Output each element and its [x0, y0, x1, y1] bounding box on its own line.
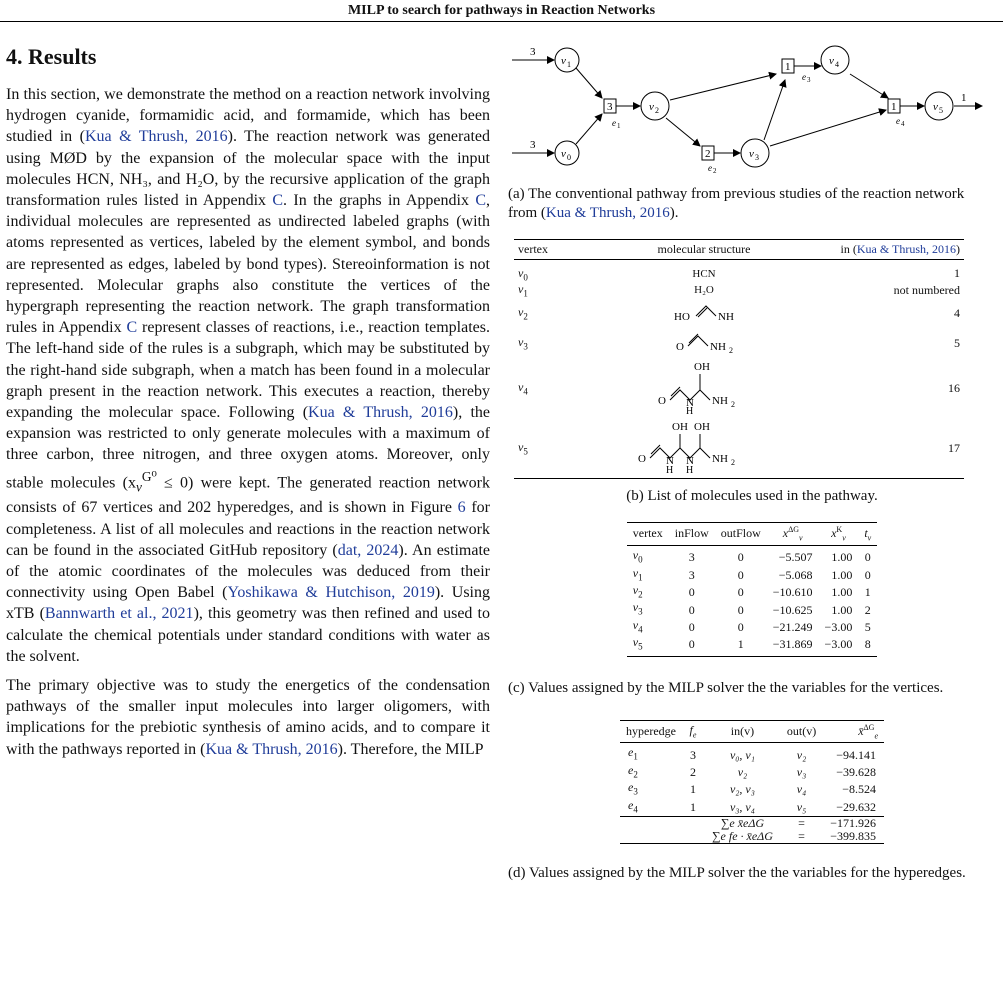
- table-cell: −3.00: [819, 636, 859, 656]
- table-cell: 0: [669, 636, 715, 656]
- vertex-index: 4: [523, 386, 528, 397]
- caption-b: (b) List of molecules used in the pathway.: [626, 488, 878, 505]
- text: ). An estimate of the atomic coordinates of the molecules was deduced from their connectivity using Open Babel (: [6, 541, 491, 602]
- right-column: [508, 40, 996, 883]
- table-cell: 1: [689, 799, 696, 814]
- molecule-structure: [624, 358, 784, 414]
- table-cell: 1: [715, 636, 767, 656]
- table-cell: 0: [864, 550, 871, 565]
- table-cell: 1: [689, 782, 696, 797]
- text: ), this geometry was then refined and used to calculate the chemical potentials under standard conditions with water as the solvent.: [6, 605, 490, 665]
- math-sub: v: [867, 533, 872, 543]
- edge-index: 1: [633, 751, 638, 762]
- header-rule: [0, 21, 1003, 22]
- appendix-link[interactable]: C: [475, 192, 487, 210]
- atom-label: H: [686, 465, 694, 475]
- pathway-hypergraph: [508, 40, 996, 180]
- sum-label: ∑e x̄eΔG: [704, 816, 781, 830]
- running-title: MILP to search for pathways in Reaction Networks: [347, 3, 656, 18]
- math-sup: K: [836, 525, 843, 535]
- table-row: [627, 567, 877, 584]
- hyperedge-sub: 1: [617, 122, 621, 130]
- table-cell: 8: [858, 636, 877, 656]
- table-cell: 0: [737, 602, 744, 617]
- hyperedge-label: e: [896, 116, 900, 126]
- vertex-label: v: [649, 101, 654, 113]
- hyperedge-flow: 3: [607, 101, 613, 113]
- table-cell: 1.00: [831, 567, 853, 582]
- table-cell: v₅: [796, 799, 807, 814]
- table-cell: −21.249: [772, 619, 813, 634]
- text: ). Using xTB (: [6, 584, 490, 623]
- figure-link[interactable]: 6: [457, 499, 466, 517]
- table-row: [627, 601, 877, 618]
- table-row: [514, 418, 964, 479]
- math-sup: G⁰: [141, 468, 157, 484]
- edge-symbol: e: [628, 745, 634, 760]
- table-cell: v₀, v₁: [729, 747, 755, 762]
- vertex-sub: 1: [567, 60, 571, 69]
- vertex-symbol: v: [632, 582, 639, 597]
- caption-text: (a) The conventional pathway from previous studies of the reaction network from (: [508, 186, 965, 221]
- text: ). Therefore, the MILP: [337, 740, 484, 758]
- table-cell: 0: [737, 550, 744, 565]
- left-column: [6, 44, 490, 768]
- atom-label: NH: [712, 395, 728, 408]
- atom-subscript: 2: [729, 346, 733, 355]
- atom-subscript: 2: [731, 458, 735, 468]
- atom-label: N: [666, 455, 674, 468]
- vertex-sub: 5: [939, 106, 943, 115]
- math-sup: ΔG: [788, 525, 799, 535]
- table-cell: −8.524: [842, 782, 876, 797]
- col-header: out(v): [781, 720, 822, 742]
- atom-label: NH: [712, 453, 728, 466]
- table-cell: −5.507: [778, 550, 813, 565]
- hyperedge-sub: 3: [807, 76, 811, 84]
- vertex-label: v: [749, 148, 754, 160]
- table-cell: −29.632: [836, 799, 876, 814]
- appendix-link[interactable]: C: [126, 319, 138, 337]
- caption-a: [508, 185, 996, 223]
- vertex-index: 2: [523, 311, 528, 322]
- table-cell: 1.00: [831, 585, 853, 600]
- table-row: [620, 781, 884, 798]
- vertex-index: 2: [638, 589, 643, 600]
- vertex-label: v: [829, 55, 834, 67]
- col-header: vertex: [627, 523, 669, 545]
- table-row: [627, 636, 877, 656]
- vertex-symbol: v: [518, 281, 524, 296]
- citation-link[interactable]: dat, 2024: [337, 541, 399, 559]
- edge-symbol: e: [628, 780, 634, 795]
- edge-index: 3: [633, 786, 638, 797]
- edge-index: 4: [633, 803, 638, 814]
- table-cell: −31.869: [767, 636, 819, 656]
- atom-subscript: 2: [731, 400, 735, 410]
- sum-value: −399.835: [822, 830, 884, 844]
- sum-row: [620, 830, 884, 844]
- edge-index: 2: [633, 769, 638, 780]
- text: In this section, we demonstrate the method on a reaction network involving hydrogen cyanide, formamidic acid, and formamide, which has been studied in (: [6, 86, 490, 146]
- molecule-structure: [644, 298, 764, 324]
- table-row: [620, 746, 884, 763]
- vertex-symbol: v: [632, 565, 639, 580]
- hyperedge-flow: 2: [705, 148, 711, 160]
- math-sub: e: [874, 730, 878, 740]
- vertex-index: 0: [638, 554, 643, 565]
- math-sup: ΔG: [863, 722, 875, 732]
- vertex-index: 3: [523, 341, 528, 352]
- atom-label: N: [686, 397, 694, 410]
- vertex-symbol: v: [518, 305, 524, 320]
- vertex-index: 1: [638, 571, 643, 582]
- atom-label: O: [676, 341, 684, 354]
- math-symbol: x: [782, 526, 789, 541]
- table-cell: 0: [737, 567, 744, 582]
- vertex-sub: 0: [567, 153, 571, 162]
- table-row: [514, 298, 964, 328]
- table-cell: −3.00: [824, 619, 853, 634]
- vertex-sub: 2: [655, 106, 659, 115]
- citation-link[interactable]: Bannwarth et al., 2021: [44, 605, 194, 623]
- table-cell: 0: [864, 567, 871, 582]
- table-cell: 2: [864, 602, 871, 617]
- table-row: [620, 764, 884, 781]
- math-symbol: f: [689, 723, 693, 738]
- text: for completeness. A list of all molecules and reactions in the reaction network can be found in the associated GitHub repository (: [6, 499, 491, 559]
- col-header: [816, 240, 964, 260]
- citation-link[interactable]: Kua & Thrush, 2016: [205, 740, 338, 758]
- appendix-link[interactable]: C: [272, 192, 284, 210]
- col-header: [822, 720, 884, 742]
- col-header: [682, 720, 704, 742]
- math-sub: v: [842, 533, 846, 543]
- table-cell: 0: [688, 585, 695, 600]
- flow-label: 3: [530, 139, 536, 151]
- header-text: in (: [840, 242, 857, 256]
- atom-label: O: [638, 453, 646, 466]
- col-header: hyperedge: [620, 720, 682, 742]
- reference-number: not numbered: [893, 282, 960, 297]
- table-cell: v₂: [737, 764, 748, 779]
- reference-number: 5: [954, 335, 960, 350]
- text: ), the expansion was restricted to only generate molecules with a maximum of three carbon, three nitrogen, and three oxygen atoms. Moreover, only stable molecules (x: [6, 404, 491, 491]
- vertex-values-table: [627, 522, 877, 656]
- table-row: [620, 799, 884, 817]
- table-row: [514, 266, 964, 282]
- math-symbol: x: [831, 526, 837, 541]
- hyperedge-flow: 1: [785, 61, 791, 73]
- text: ). The reaction network was generated using MØD by the expansion of the molecular space with the input molecules HCN, NH₃, and H₂O, by the recursive application of the graph transformation rules listed in Appendix: [6, 128, 490, 210]
- table-row: [627, 584, 877, 601]
- table-row: [627, 619, 877, 636]
- table-cell: 1.00: [831, 550, 853, 565]
- col-header: [767, 523, 819, 545]
- col-header: [819, 523, 859, 545]
- atom-label: OH: [694, 361, 710, 374]
- molecule-structure: [604, 418, 804, 474]
- table-cell: 3: [689, 747, 696, 762]
- text: , individual molecules are represented as undirected labeled graphs (with atoms represented as vertices, labeled by the element symbol, and bonds are represented as edges, labeled by bond types). Stereoinformation is not represented. Molecular graphs also constitute the vertices of the hypergraph representing the reaction network. The graph transformation rules in Appendix: [6, 192, 491, 337]
- sum-label: ∑e fe · x̄eΔG: [704, 830, 781, 844]
- table-cell: 3: [688, 567, 695, 582]
- math-symbol: t: [864, 525, 868, 540]
- vertex-label: v: [561, 55, 566, 67]
- atom-label: H: [666, 465, 674, 475]
- vertex-symbol: v: [518, 440, 524, 455]
- vertex-index: 0: [523, 271, 528, 282]
- equals-sign: =: [781, 830, 822, 844]
- citation-link[interactable]: Yoshikawa & Hutchison, 2019: [227, 584, 435, 602]
- vertex-index: 1: [523, 288, 528, 299]
- table-cell: v₂: [796, 747, 807, 762]
- text: . In the graphs in Appendix: [283, 192, 476, 210]
- table-cell: 3: [688, 550, 695, 565]
- sum-value: −171.926: [822, 816, 884, 830]
- header-text: ): [956, 242, 960, 256]
- table-row: [514, 282, 964, 298]
- reference-number: 1: [954, 266, 960, 281]
- vertex-symbol: v: [518, 265, 524, 280]
- caption-text: ).: [669, 205, 679, 221]
- table-row: [627, 549, 877, 566]
- citation-link[interactable]: Kua & Thrush, 2016: [308, 404, 453, 422]
- atom-label: N: [686, 455, 694, 468]
- table-row: [514, 328, 964, 358]
- col-header: in(v): [704, 720, 781, 742]
- math-symbol: x̄: [858, 723, 864, 738]
- section-title: 4. Results: [6, 44, 97, 69]
- hyperedge-values-table: [620, 720, 884, 844]
- vertex-sub: 4: [835, 60, 839, 69]
- atom-label: HO: [674, 311, 690, 324]
- molecule-formula: HCN: [692, 267, 716, 280]
- vertex-label: v: [933, 101, 938, 113]
- sum-row: [620, 816, 884, 830]
- table-row: [514, 358, 964, 418]
- atom-label: OH: [694, 421, 710, 434]
- table-cell: −5.068: [778, 567, 813, 582]
- flow-label: 1: [961, 92, 967, 104]
- hyperedge-flow: 1: [891, 101, 897, 113]
- paragraph-1: [6, 84, 490, 667]
- molecule-formula: H₂O: [694, 284, 714, 297]
- text: The primary objective was to study the energetics of the condensation pathways of the smaller input molecules into larger oligomers, with implications for the prebiotic synthesis of amino acids, and to compare it with the pathways reported in (: [6, 677, 490, 758]
- table-cell: 1.00: [831, 602, 853, 617]
- table-cell: v₂, v₃: [729, 782, 755, 797]
- citation-link[interactable]: Kua & Thrush, 2016: [856, 242, 956, 256]
- caption-d: (d) Values assigned by the MILP solver the the variables for the hyperedges.: [508, 864, 966, 881]
- text: represent classes of reactions, i.e., reaction templates. The left-hand side of the rules is a subgraph, which may be substituted by the right-hand side subgraph, when a match has been found in a molecular graph present in the reaction network. This executes a reaction, thereby expanding the molecular space. Following (: [6, 319, 491, 422]
- table-cell: −10.610: [772, 585, 813, 600]
- table-cell: 0: [688, 602, 695, 617]
- vertex-label: v: [561, 148, 566, 160]
- col-header: vertex: [514, 240, 592, 260]
- math-sub: v: [799, 533, 803, 543]
- atom-label: O: [658, 395, 666, 408]
- atom-label: OH: [672, 421, 688, 434]
- hyperedge-label: e: [802, 72, 806, 82]
- caption-c: (c) Values assigned by the MILP solver the the variables for the vertices.: [508, 679, 944, 696]
- table-cell: v₃: [796, 764, 807, 779]
- table-cell: 5: [864, 619, 871, 634]
- table-cell: 0: [737, 619, 744, 634]
- molecules-table: [514, 239, 964, 479]
- vertex-index: 5: [638, 641, 643, 652]
- table-cell: 1: [864, 585, 871, 600]
- edge-symbol: e: [628, 797, 634, 812]
- text: ≤ 0) were kept. The generated reaction network consists of 67 vertices and 202 hyperedges, and is shown in Figure: [6, 473, 491, 517]
- vertex-index: 3: [638, 606, 643, 617]
- vertex-symbol: v: [518, 335, 524, 350]
- table-cell: v₄: [796, 782, 807, 797]
- hyperedge-sub: 2: [713, 167, 717, 175]
- table-cell: 0: [737, 585, 744, 600]
- math-sub: e: [692, 730, 697, 740]
- edge-symbol: e: [628, 762, 634, 777]
- atom-label: NH: [718, 311, 734, 324]
- col-header: inFlow: [669, 523, 715, 545]
- reference-number: 4: [954, 305, 960, 320]
- citation-link[interactable]: Kua & Thrush, 2016: [545, 205, 670, 221]
- vertex-index: 4: [638, 624, 643, 635]
- table-cell: 2: [689, 764, 696, 779]
- col-header: molecular structure: [592, 240, 816, 260]
- hyperedge-label: e: [612, 118, 616, 128]
- atom-label: H: [686, 406, 694, 415]
- table-cell: −10.625: [772, 602, 813, 617]
- vertex-symbol: v: [518, 380, 524, 395]
- table-cell: 0: [688, 619, 695, 634]
- table-cell: v₃, v₄: [729, 799, 755, 814]
- vertex-symbol: v: [632, 617, 639, 632]
- math-sub: v: [135, 479, 142, 495]
- hyperedge-sub: 4: [901, 120, 905, 128]
- reference-number: 16: [948, 380, 960, 395]
- vertex-symbol: v: [632, 635, 639, 650]
- vertex-index: 5: [523, 446, 528, 457]
- citation-link[interactable]: Kua & Thrush, 2016: [84, 128, 228, 146]
- vertex-sub: 3: [755, 153, 759, 162]
- flow-label: 3: [530, 46, 536, 58]
- paragraph-2: [6, 675, 490, 760]
- table-cell: −94.141: [836, 747, 876, 762]
- vertex-symbol: v: [632, 548, 639, 563]
- molecule-structure: [644, 328, 764, 354]
- table-cell: −39.628: [836, 764, 876, 779]
- col-header: outFlow: [715, 523, 767, 545]
- atom-label: NH: [710, 341, 726, 354]
- reference-number: 17: [816, 418, 964, 479]
- hyperedge-label: e: [708, 163, 712, 173]
- equals-sign: =: [781, 816, 822, 830]
- col-header: [858, 523, 877, 545]
- vertex-symbol: v: [632, 600, 639, 615]
